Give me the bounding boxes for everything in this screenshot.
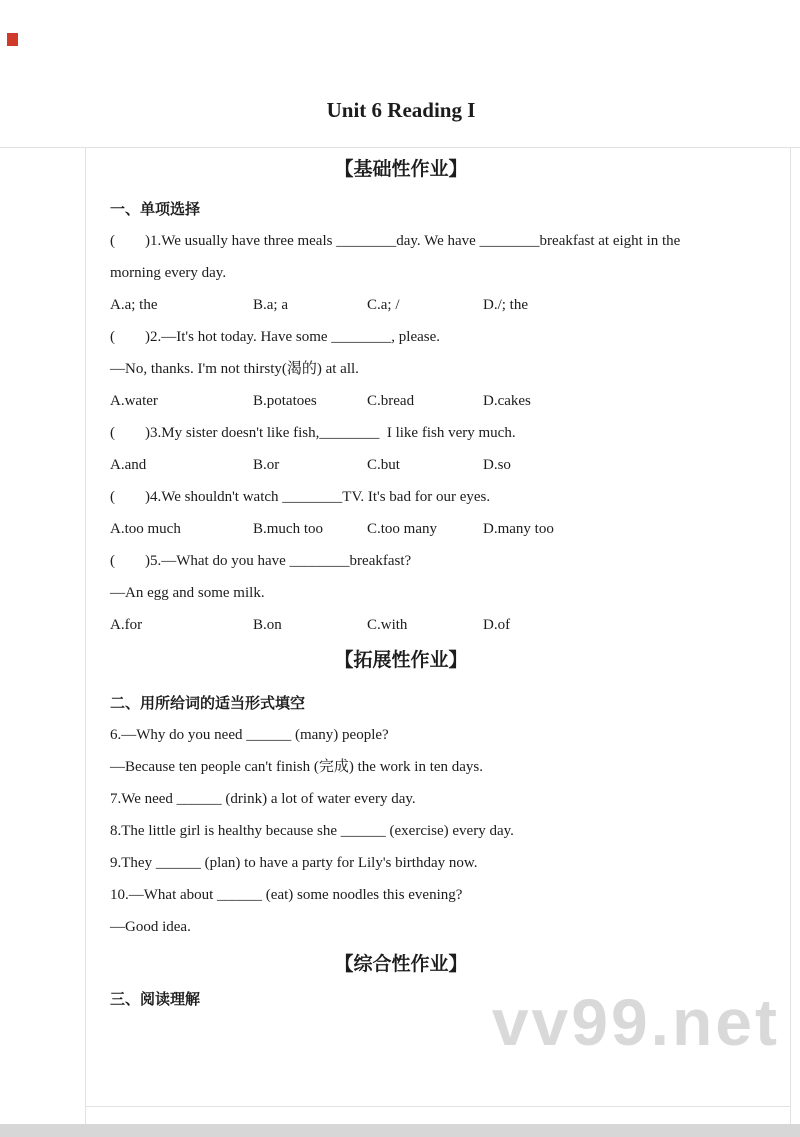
subsection-title-fill-in: 二、用所给词的适当形式填空: [110, 696, 306, 712]
document-title: Unit 6 Reading I: [326, 98, 476, 122]
option-d: D.so: [483, 457, 511, 473]
section-header-extension: 【拓展性作业】: [334, 650, 468, 671]
option-c: C.with: [367, 617, 408, 633]
option-c: C.too many: [367, 521, 437, 537]
question-1-line-1: ( )1.We usually have three meals ________day. We have ________breakfast at eight in the: [110, 233, 681, 249]
bottom-rule: [85, 1106, 791, 1107]
question-5-line-1: ( )5.—What do you have ________breakfast?: [110, 553, 412, 569]
question-1-options-row: [110, 289, 692, 321]
option-b: B.much too: [253, 521, 323, 537]
section-header-basic: 【基础性作业】: [334, 159, 468, 180]
option-a: A.water: [110, 393, 158, 409]
section-header-comprehensive: 【综合性作业】: [334, 954, 468, 975]
question-3-options-row: [110, 449, 692, 481]
question-5-line-2: —An egg and some milk.: [110, 585, 265, 601]
watermark: vv99.net: [491, 985, 780, 1059]
question-1-line-2: morning every day.: [110, 265, 227, 281]
question-2-line-1: ( )2.—It's hot today. Have some ________, please.: [110, 329, 440, 345]
option-d: D.cakes: [483, 393, 531, 409]
question-2-options-row: [110, 385, 692, 417]
option-b: B.on: [253, 617, 282, 633]
option-c: C.but: [367, 457, 400, 473]
question-6-line-2: —Because ten people can't finish (完成) the work in ten days.: [110, 759, 484, 775]
subsection-title-multiple-choice: 一、单项选择: [110, 202, 201, 218]
question-4-options-row: [110, 513, 692, 545]
option-c: C.bread: [367, 393, 415, 409]
option-a: A.and: [110, 457, 147, 473]
option-b: B.or: [253, 457, 280, 473]
question-4-line-1: ( )4.We shouldn't watch ________TV. It's bad for our eyes.: [110, 489, 491, 505]
question-3-line-1: ( )3.My sister doesn't like fish,________ I like fish very much.: [110, 425, 516, 441]
page-gap: [0, 1124, 800, 1137]
question-6-line-1: 6.—Why do you need ______ (many) people?: [110, 727, 389, 743]
option-d: D.of: [483, 617, 511, 633]
subsection-title-reading: 三、阅读理解: [110, 992, 201, 1008]
option-b: B.a; a: [253, 297, 288, 313]
question-7-line: 7.We need ______ (drink) a lot of water every day.: [110, 791, 416, 807]
option-c: C.a; /: [367, 297, 400, 313]
option-a: A.a; the: [110, 297, 158, 313]
option-d: D.many too: [483, 521, 554, 537]
option-d: D./; the: [483, 297, 528, 313]
question-2-line-2: —No, thanks. I'm not thirsty(渴的) at all.: [110, 361, 359, 377]
question-9-line: 9.They ______ (plan) to have a party for Lily's birthday now.: [110, 855, 478, 871]
option-a: A.for: [110, 617, 143, 633]
question-5-options-row: [110, 609, 692, 641]
question-10-line-1: 10.—What about ______ (eat) some noodles this evening?: [110, 887, 463, 903]
question-10-line-2: —Good idea.: [110, 919, 191, 935]
option-b: B.potatoes: [253, 393, 317, 409]
question-8-line: 8.The little girl is healthy because she ______ (exercise) every day.: [110, 823, 514, 839]
option-a: A.too much: [110, 521, 181, 537]
